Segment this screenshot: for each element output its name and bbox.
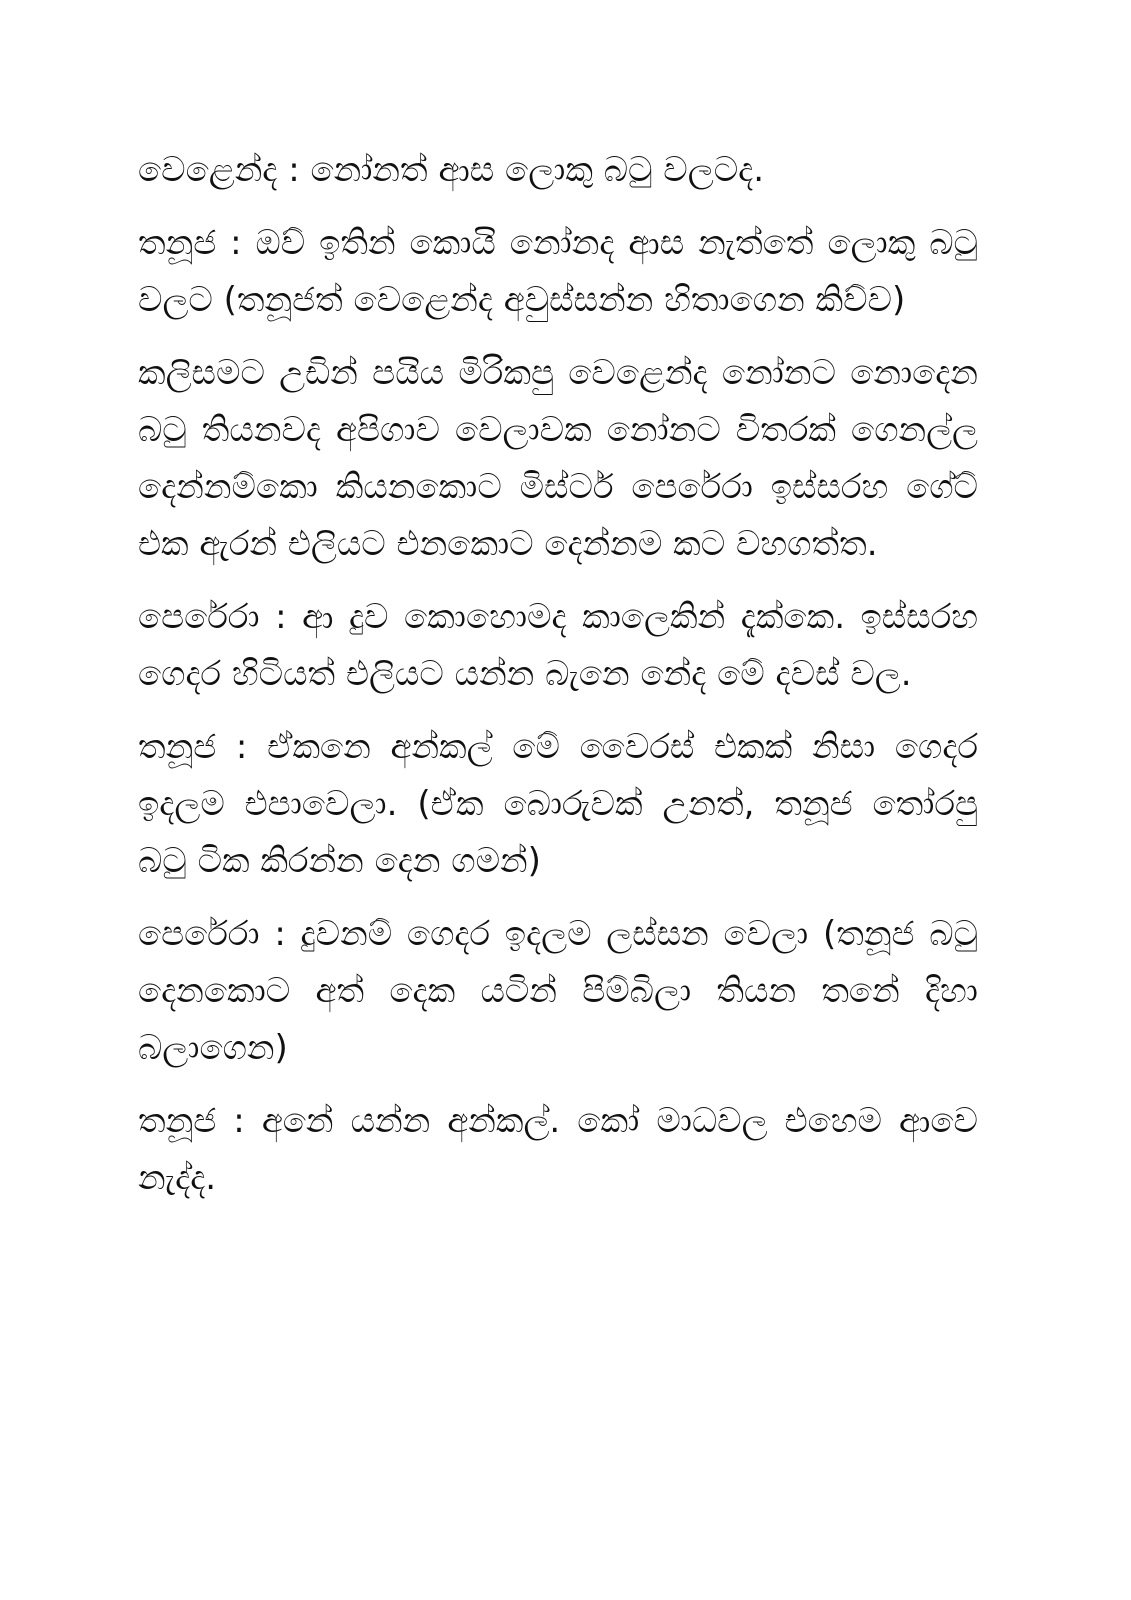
paragraph: තනූජ : ඔව් ඉතින් කොයි නෝනද ආස නැත්තේ ලොකු බටු වලට (තනූජත් වෙළෙන්ද අවුස්සන්න හිතාගෙන කිව්ව) xyxy=(138,223,978,320)
paragraph: පෙරේරා : දුවනම් ගෙදර ඉදලම ලස්සන වෙලා (තනූජ බටු දෙනකොට අත් දෙක යටින් පිම්බිලා තියන තනේ දිහා බලාගෙන) xyxy=(138,914,978,1068)
paragraph: තනූජ : ඒකනෙ අන්කල් මේ වෛරස් එකක් නිසා ගෙදර ඉදලම එපාවෙලා. (ඒක බොරුවක් උනත්, තනූජ තෝරපු බටු ටික කිරන්න දෙන ගමන්) xyxy=(138,727,978,881)
paragraph: තනූජ : අනේ යන්න අන්කල්. කෝ මාධවල එහෙම ආවෙ නැද්ද. xyxy=(138,1101,978,1198)
paragraph: පෙරේරා : ආ දුව කොහොමද කාලෙකින් දැක්කෙ. ඉස්සරහ ගෙදර හිටියත් එලියට යන්න බැනෙ නේද මේ දවස් වල. xyxy=(138,597,978,694)
story-text xyxy=(138,142,978,1207)
paragraph: කලිසමට උඩින් පයිය මිරිකපු වෙළෙන්ද නෝනට නොදෙන බටු තියනවද අපිගාව වෙලාවක නෝනට විතරක් ගෙනල්ල දෙන්නම්කො කියනකොට මිස්ටර් පෙරේරා ඉස්සරහ ගේට් එක ඇරන් එලියට එනකොට දෙන්නම කට වහගත්ත. xyxy=(138,353,978,564)
paragraph: වෙළෙන්ද : නෝනත් ආස ලොකු බටු වලටද. xyxy=(138,150,765,190)
